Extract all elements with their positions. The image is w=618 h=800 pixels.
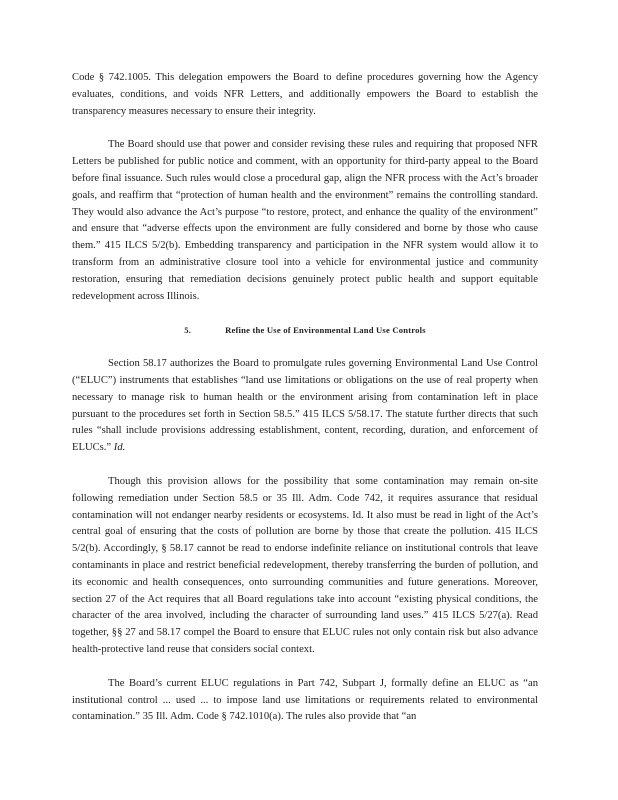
paragraph-5 <box>72 676 538 726</box>
citation-id: Id. <box>113 442 126 454</box>
paragraph-3-text: Section 58.17 authorizes the Board to promulgate rules governing Environmental Land Use Control (“ELUC”) instruments that establishes “land use limitations or obligations on the use of real property when necessary to manage risk to human health or the environment arising from contamination left in place pursuant to the procedures set forth in Section 58.5.” 415 ILCS 5/58.17. The statute further directs that such rules “shall include provisions addressing establishment, content, recording, duration, and enforcement of ELUCs.” <box>72 358 538 454</box>
paragraph-2 <box>72 137 538 305</box>
paragraph-3 <box>72 356 538 457</box>
section-title: Refine the Use of Environmental Land Use Controls <box>225 325 426 336</box>
paragraph-1-text: Code § 742.1005. This delegation empowers the Board to define procedures governing how the Agency evaluates, conditions, and voids NFR Letters, and additionally empowers the Board to establish the transparency measures necessary to ensure their integrity. <box>72 72 538 117</box>
paragraph-1 <box>72 70 538 120</box>
paragraph-4 <box>72 474 538 659</box>
document-page <box>72 70 538 743</box>
paragraph-5-text: The Board’s current ELUC regulations in Part 742, Subpart J, formally define an ELUC as “an institutional control ... used ... to impose land use limitations or requirements related to environmental contamination.” 35 Ill. Adm. Code § 742.1010(a). The rules also provide that “an <box>72 677 538 723</box>
paragraph-2-text: The Board should use that power and consider revising these rules and requiring that proposed NFR Letters be published for public notice and comment, with an opportunity for third-party appeal to the Board before final issuance. Such rules would close a procedural gap, align the NFR process with the Act’s broader goals, and reaffirm that “protection of human health and the environment” remains the controlling standard. They would also advance the Act’s purpose “to restore, protect, and enhance the quality of the environment” and ensure that “adverse effects upon the environment are fully considered and borne by those who cause them.” 415 ILCS 5/2(b). Embedding transparency and participation in the NFR system would allow it to transform from an administrative closure tool into a vehicle for environmental justice and community restoration, ensuring that remediation decisions genuinely protect public health and support equitable redevelopment across Illinois. <box>72 139 538 302</box>
paragraph-4-text: Though this provision allows for the possibility that some contamination may remain on-site following remediation under Section 58.5 or 35 Ill. Adm. Code 742, it requires assurance that residual contamination will not endanger nearby residents or ecosystems. Id. It also must be read in light of the Act’s central goal of ensuring that the costs of pollution are borne by those that create the pollution. 415 ILCS 5/2(b). Accordingly, § 58.17 cannot be read to endorse indefinite reliance on institutional controls that leave contaminants in place and restrict beneficial redevelopment, thereby transferring the burden of pollution, and its economic and health consequences, onto surrounding communities and future generations. Moreover, section 27 of the Act requires that all Board regulations take into account “existing physical conditions, the character of the area involved, including the character of surrounding land uses.” 415 ILCS 5/27(a). Read together, §§ 27 and 58.17 compel the Board to ensure that ELUC rules not only contain risk but also advance health-protective land reuse that considers social context. <box>72 475 538 655</box>
section-heading <box>72 322 538 339</box>
section-number: 5. <box>184 325 192 336</box>
